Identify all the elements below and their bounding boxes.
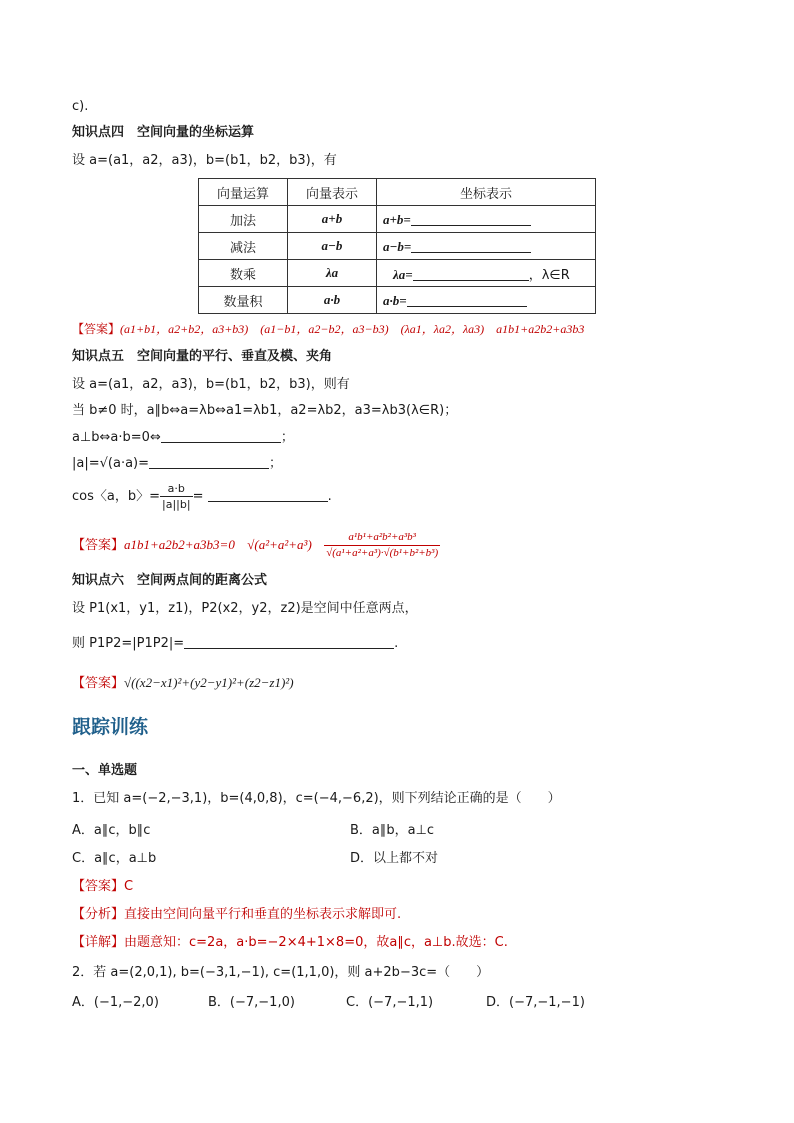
- kp5-parallel: 当 b≠0 时，a∥b⇔a=λb⇔a1=λb1，a2=λb2，a3=λb3(λ∈R)；: [72, 403, 458, 418]
- kp4-answer-line: [72, 320, 584, 338]
- op-expr: a+b: [288, 206, 377, 233]
- op-coord: a−b=: [383, 238, 412, 254]
- table-row: [199, 260, 596, 287]
- table-header: 向量运算: [199, 179, 288, 206]
- part-title: 一、单选题: [72, 763, 138, 778]
- q1-stem: 1．已知 a=(−2,−3,1)，b=(4,0,8)，c=(−4,−6,2)，则下列结论正确的是（ ）: [72, 791, 561, 806]
- kp5-cos-line: cos〈a，b〉= $\frac{a\cdot b}{|a||b|}$ = .: [72, 482, 332, 511]
- coordinate-operations-table: [198, 178, 596, 314]
- op-name: 减法: [199, 233, 288, 260]
- answer-blank: [184, 634, 394, 649]
- kp5-answer-3: [324, 530, 440, 561]
- op-name: 数乘: [199, 260, 288, 287]
- kp6-answer: √((x2−x1)²+(y2−y1)²+(z2−z1)²): [124, 675, 294, 690]
- kp5-answer-1: a1b1+a2b2+a3b3=0: [124, 537, 235, 552]
- op-coord: a·b=: [383, 292, 407, 308]
- section-title: 跟踪训练: [72, 716, 149, 738]
- op-suffix: ，λ∈R: [528, 267, 570, 283]
- kp5-modulus: |a|=√(a·a)=: [72, 456, 150, 471]
- detail-label: 【详解】: [72, 935, 125, 950]
- answer-blank: [413, 266, 529, 281]
- answer-blank: [149, 454, 269, 469]
- kp5-modulus-line: |a|=√(a·a)= ；: [72, 456, 283, 471]
- answer-blank: [161, 428, 281, 443]
- answer-blank: [407, 292, 527, 307]
- kp5-perp-line: a⊥b⇔a·b=0⇔ ；: [72, 430, 294, 445]
- op-coord: a+b=: [383, 211, 411, 227]
- answer-label: 【答案】: [72, 322, 121, 336]
- q1-detail-line: [72, 934, 508, 952]
- table-row: [199, 287, 596, 314]
- cos-fraction: [160, 481, 193, 512]
- op-coord: λa=: [393, 266, 413, 282]
- kp5-perp: a⊥b⇔a·b=0⇔: [72, 430, 161, 445]
- answer-blank: [411, 238, 531, 253]
- cos-numerator: a·b: [160, 481, 193, 497]
- q1-answer-line: [72, 878, 133, 896]
- q1-option-d: D．以上都不对: [350, 851, 439, 866]
- q1-option-c: C．a∥c，a⊥b: [72, 851, 157, 866]
- answer-blank: [411, 211, 531, 226]
- op-expr: a−b: [288, 233, 377, 260]
- kp6-formula-line: 则 P1P2=|P1P2|= .: [72, 636, 399, 651]
- kp6-answer-line: [72, 674, 294, 693]
- kp6-formula: 则 P1P2=|P1P2|=: [72, 636, 185, 651]
- op-expr: a·b: [288, 287, 377, 314]
- q2-option-d: D．(−7,−1,−1): [486, 995, 585, 1010]
- kp5-cos-prefix: cos〈a，b〉=: [72, 489, 160, 504]
- q1-option-b: B．a∥b，a⊥c: [350, 823, 435, 838]
- kp5-title: 知识点五 空间向量的平行、垂直及模、夹角: [72, 349, 333, 364]
- answer-label: 【答案】: [72, 538, 125, 553]
- answer-blank: [208, 487, 328, 502]
- op-name: 加法: [199, 206, 288, 233]
- cos-denominator: |a||b|: [162, 498, 191, 511]
- kp4-setup: 设 a=(a1，a2，a3)，b=(b1，b2，b3)，有: [72, 153, 337, 168]
- table-header: 向量表示: [288, 179, 377, 206]
- answer-3-denominator: √(a¹+a²+a³)·√(b¹+b²+b³): [326, 547, 439, 559]
- top-fragment: c).: [72, 99, 89, 114]
- answer-3-numerator: a¹b¹+a²b²+a³b³: [324, 530, 440, 546]
- q1-analysis: 直接由空间向量平行和垂直的坐标表示求解即可.: [124, 907, 402, 922]
- kp6-title: 知识点六 空间两点间的距离公式: [72, 573, 268, 588]
- kp5-answer-line: [72, 528, 440, 563]
- table-row: [199, 206, 596, 233]
- kp5-answer-2: √(a²+a²+a³): [247, 537, 312, 552]
- q1-option-a: A．a∥c，b∥c: [72, 823, 151, 838]
- op-expr: λa: [288, 260, 377, 287]
- answer-label: 【答案】: [72, 879, 125, 894]
- analysis-label: 【分析】: [72, 907, 125, 922]
- table-row: [199, 233, 596, 260]
- op-name: 数量积: [199, 287, 288, 314]
- answer-label: 【答案】: [72, 676, 125, 691]
- q2-stem: 2．若 a=(2,0,1), b=(−3,1,−1), c=(1,1,0)，则 a+2b−3c=（ ）: [72, 965, 490, 980]
- table-header-row: [199, 179, 596, 206]
- kp5-setup: 设 a=(a1，a2，a3)，b=(b1，b2，b3)，则有: [72, 377, 350, 392]
- kp4-title: 知识点四 空间向量的坐标运算: [72, 125, 255, 140]
- q1-answer: C: [124, 879, 134, 894]
- q1-analysis-line: [72, 906, 401, 924]
- q2-option-c: C．(−7,−1,1): [346, 995, 434, 1010]
- kp6-setup: 设 P1(x1，y1，z1)，P2(x2，y2，z2)是空间中任意两点，: [72, 601, 418, 616]
- q2-option-a: A．(−1,−2,0): [72, 995, 159, 1010]
- q1-detail: 由题意知：c=2a，a·b=−2×4+1×8=0，故a∥c，a⊥b.故选：C.: [124, 935, 508, 950]
- table-header: 坐标表示: [377, 179, 596, 206]
- q2-option-b: B．(−7,−1,0): [208, 995, 295, 1010]
- kp4-answer: (a1+b1，a2+b2，a3+b3) (a1−b1，a2−b2，a3−b3) (λa1，λa2，λa3) a1b1+a2b2+a3b3: [120, 322, 585, 336]
